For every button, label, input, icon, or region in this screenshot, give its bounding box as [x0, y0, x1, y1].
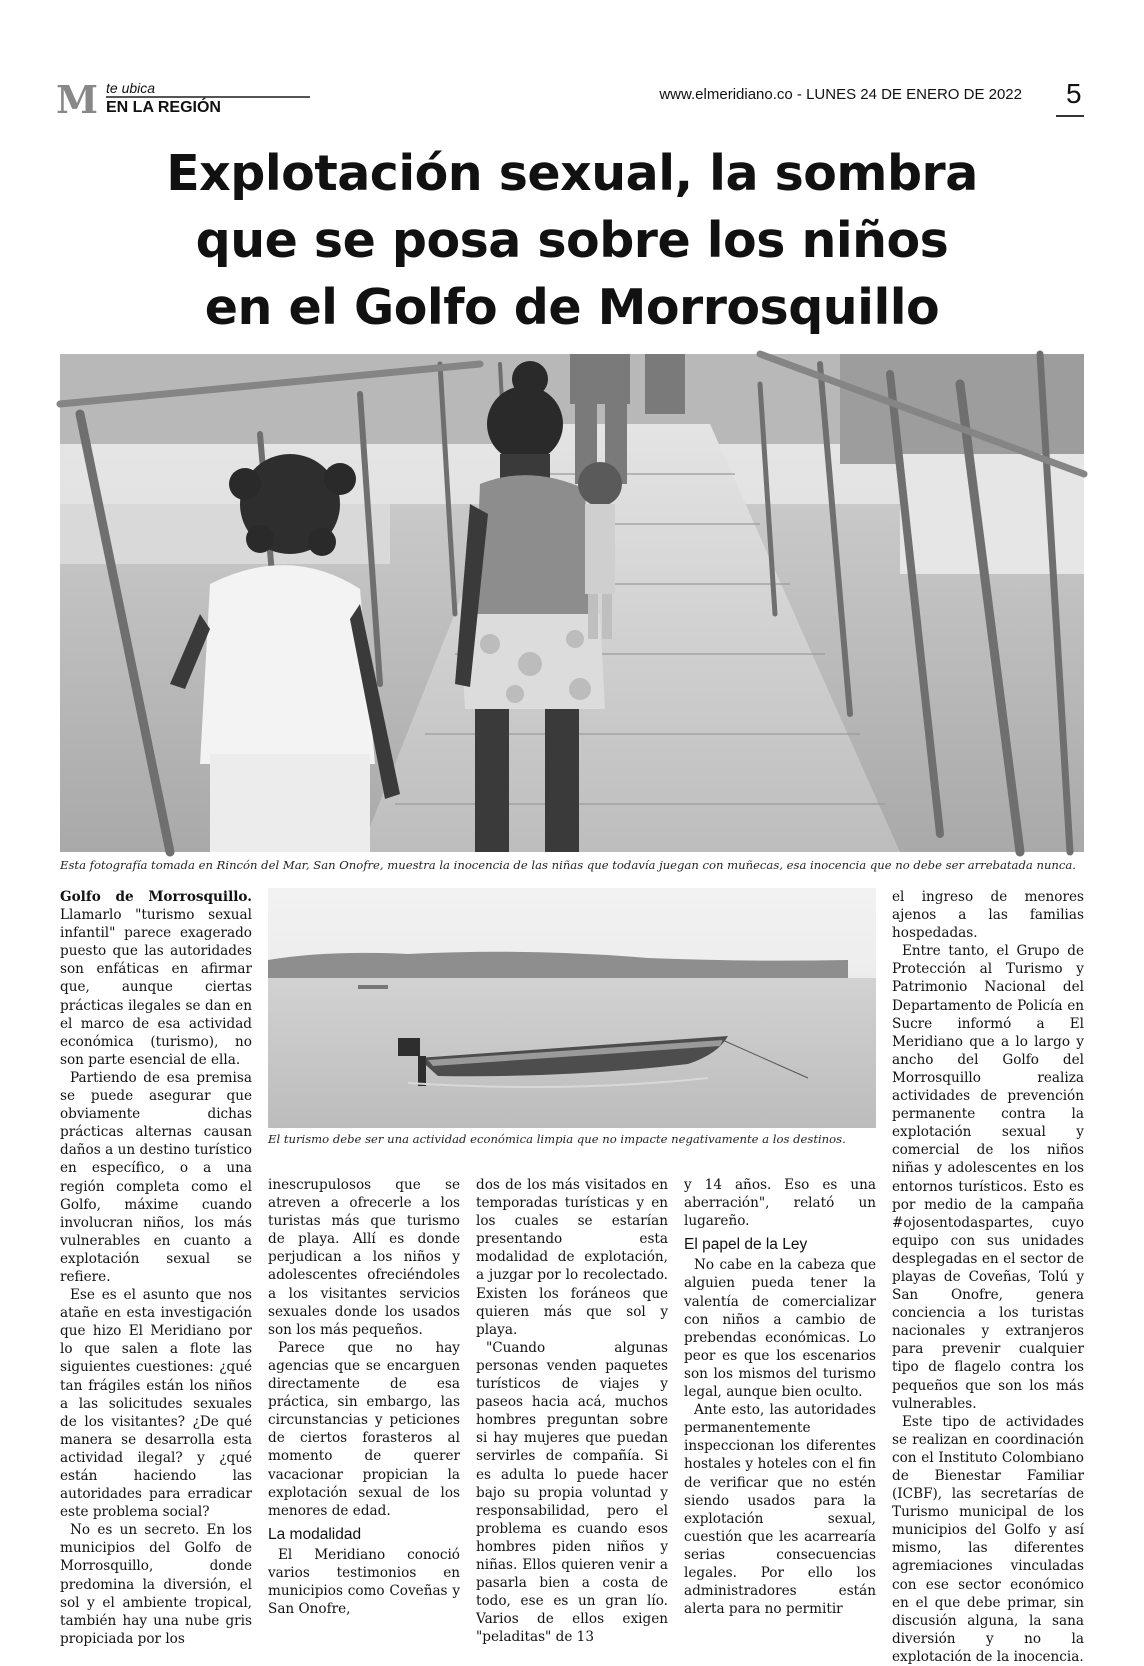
article-paragraph: El Meridiano conoció varios testimonios en municipios como Coveñas y San Onofre, [268, 1546, 460, 1618]
article-paragraph: inescrupulosos que se atreven a ofrecerle a los turistas más que turismo de playa. Allí es donde perjudican a los niños y adolescentes ofreciéndoles a los visitantes servicios sexuales donde los usados son los más pequeños. [268, 1177, 460, 1338]
subhead-modalidad: La modalidad [268, 1525, 362, 1543]
headline-line: que se posa sobre los niños [195, 212, 949, 269]
article-paragraph: Entre tanto, el Grupo de Protección al Turismo y Patrimonio Nacional del Departamento de Policía en Sucre informó a El Meridiano que a lo largo y ancho del Golfo del Morrosquillo realiza actividades de prevención permanente contra la explotación sexual y comercial de los niños niñas y adolescentes en los entornos turísticos. Esto es por medio de la campaña #ojosentodaspartes, cuyo equipo con sus unidades desplegadas en el sector de playas de Coveñas, Tolú y San Onofre, genera conciencia a los turistas nacionales y extranjeros para prevenir cualquier tipo de flagelo contra los pequeños que son los más vulnerables. [892, 943, 1084, 1412]
article-paragraph: No es un secreto. En los municipios del Golfo de Morrosquillo, donde predomina la diversión, el sol y el ambiente tropical, también hay una nube gris propiciada por los [60, 1522, 252, 1647]
main-photo [60, 354, 1084, 852]
article-column-3 [476, 1176, 668, 1646]
article-paragraph: Ante esto, las autoridades permanentemente inspeccionan los diferentes hostales y hoteles con el fin de verificar que no estén siendo usados para la explotación sexual, cuestión que les acarrearía serias consecuencias legales. Por ello los administradores están alerta para no permitir [684, 1402, 876, 1618]
article-paragraph: y 14 años. Eso es una aberración", relató un lugareño. [684, 1177, 876, 1230]
article-paragraph: Ese es el asunto que nos atañe en esta investigación que hizo El Meridiano por lo que salen a flote las siguientes cuestiones: ¿qué tan frágiles están los niños a las solicitudes sexuales de los visitantes? ¿De qué manera se desarrolla esta actividad ilegal? y ¿qué están haciendo las autoridades para erradicar este problema social? [60, 1287, 252, 1521]
dateline-lead: Golfo de Morrosquillo. [60, 889, 252, 905]
pier-photo-illustration [60, 354, 1084, 852]
article-column-4 [684, 1176, 876, 1618]
article-paragraph [60, 888, 252, 1069]
article-paragraph: "Cuando algunas personas venden paquetes turísticos de viajes y paseos hacia acá, muchos hombres preguntan sobre si hay mujeres que puedan servirles de compañía. Si es adulta lo puede hacer bajo su propia voluntad y responsabilidad, pero el problema es cuando esos hombres piden niños y niñas. Ellos quieren venir a pasarla bien a costa de todo, ese es un gran lío. Varios de ellos exigen "peladitas" de 13 [476, 1339, 668, 1646]
article-paragraph: Parece que no hay agencias que se encarguen directamente de esa práctica, sin embargo, las circunstancias y peticiones de ciertos forasteros al momento de querer vacacionar propician la explotación sexual de los menores de edad. [268, 1339, 460, 1519]
dateline: www.elmeridiano.co - LUNES 24 DE ENERO DE 2022 [659, 86, 1022, 103]
page-number-rule [1056, 115, 1084, 117]
paragraph-text: Llamarlo "turismo sexual infantil" parece exagerado puesto que las autoridades son enfáticas en afirmar que, aunque ciertas prácticas ilegales se dan en el marco de esa actividad económica (turismo), no son parte esencial de ella. [60, 907, 252, 1068]
subhead-papel-de-la-ley: El papel de la Ley [684, 1236, 808, 1254]
article-paragraph: el ingreso de menores ajenos a las familias hospedadas. [892, 889, 1084, 942]
article-paragraph: dos de los más visitados en temporadas turísticas y en los cuales se estarían presentando esta modalidad de explotación, a juzgar por lo recolectado. Existen los foráneos que quieren más que sol y playa. [476, 1177, 668, 1338]
section-rule [106, 96, 310, 98]
meridiano-logo [55, 77, 99, 122]
headline [60, 140, 1084, 341]
article-column-2 [268, 1176, 460, 1618]
section-name: EN LA REGIÓN [106, 99, 221, 116]
headline-line: Explotación sexual, la sombra [166, 145, 978, 202]
article-column-1 [60, 888, 252, 1648]
page-number: 5 [1066, 78, 1082, 109]
main-photo-caption: Esta fotografía tomada en Rincón del Mar, San Onofre, muestra la inocencia de las niñas que todavía juegan con muñecas, esa inocencia que no debe ser arrebatada nunca. [60, 858, 1076, 872]
article-paragraph: Partiendo de esa premisa se puede asegurar que obviamente dichas prácticas alternas causan daños a un destino turístico en específico, o a una región completa como el Golfo, máxime cuando involucran niños, los más vulnerables en cuanto a explotación sexual se refiere. [60, 1069, 252, 1285]
article-column-5 [892, 888, 1084, 1666]
boat-photo-illustration [268, 888, 876, 1128]
boat-photo-caption: El turismo debe ser una actividad económica limpia que no impacte negativamente a los destinos. [268, 1132, 846, 1146]
article-paragraph: No cabe en la cabeza que alguien pueda tener la valentía de comercializar con niños a cambio de prebendas económicas. Lo peor es que los escenarios son los mismos del turismo legal, aunque bien oculto. [684, 1257, 876, 1401]
svg-text:M: M [55, 77, 99, 122]
boat-photo [268, 888, 876, 1128]
headline-line: en el Golfo de Morrosquillo [204, 279, 940, 336]
section-kicker: te ubica [106, 80, 156, 96]
article-paragraph: Este tipo de actividades se realizan en coordinación con el Instituto Colombiano de Bienestar Familiar (ICBF), las secretarías de Turismo municipal de los municipios del Golfo y así mismo, las diferentes agremiaciones vinculadas con ese sector económico en el que debe primar, sin discusión alguna, la sana diversión y no la explotación de la inocencia. [892, 1413, 1084, 1665]
